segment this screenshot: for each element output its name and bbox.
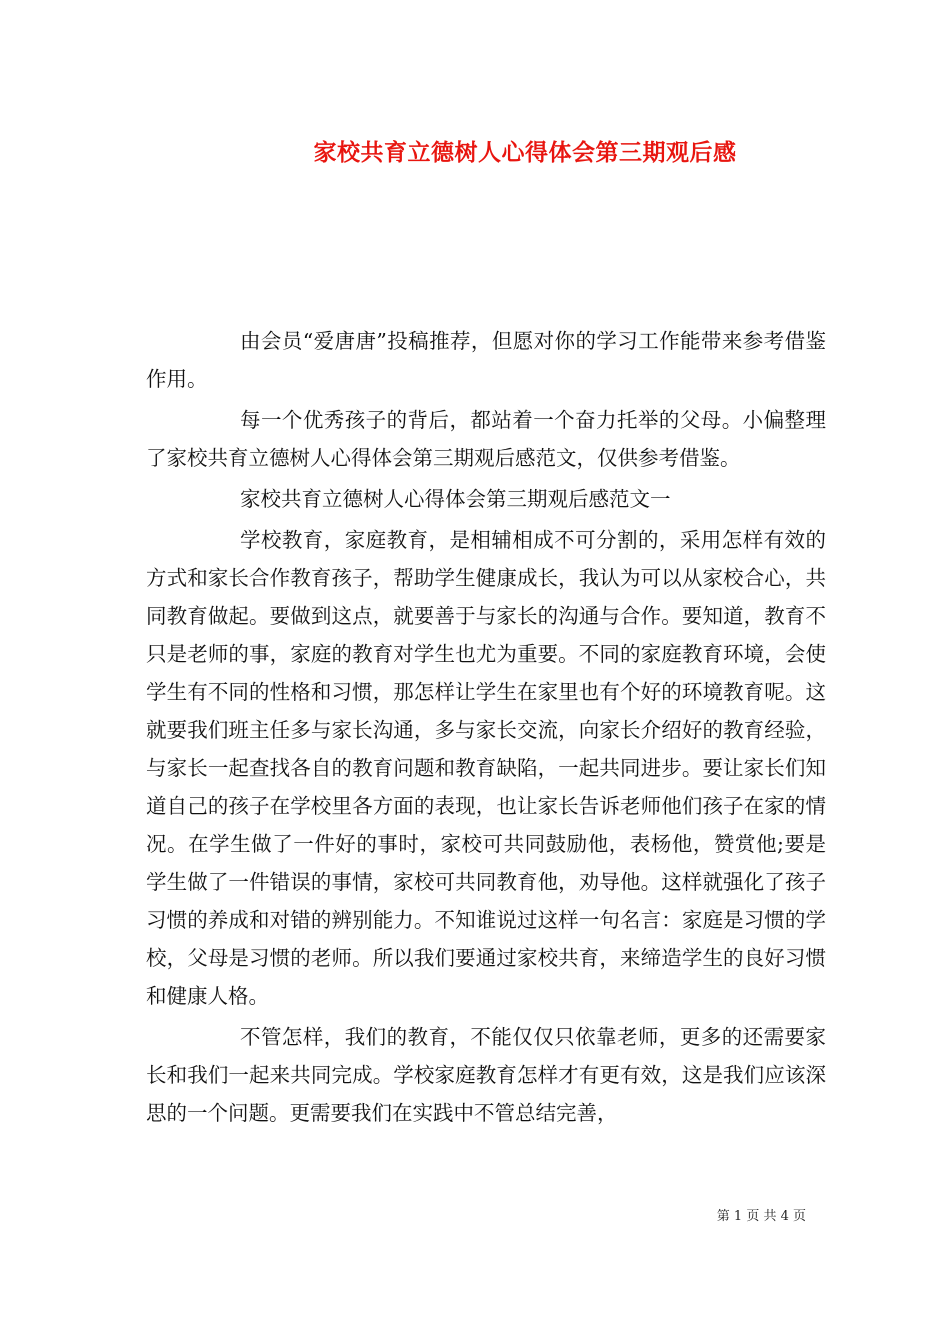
summary-paragraph: 每一个优秀孩子的背后，都站着一个奋力托举的父母。小偏整理了家校共育立德树人心得体会第三期观后感范文，仅供参考借鉴。 [146,408,826,470]
section-heading: 家校共育立德树人心得体会第三期观后感范文一 [240,487,671,511]
body-paragraph: 学校教育，家庭教育，是相辅相成不可分割的，采用怎样有效的方式和家长合作教育孩子，帮助学生健康成长，我认为可以从家校合心，共同教育做起。要做到这点，就要善于与家长的沟通与合作。要知道，教育不只是老师的事，家庭的教育对学生也尤为重要。不同的家庭教育环境，会使学生有不同的性格和习惯，那怎样让学生在家里也有个好的环境教育呢。这就要我们班主任多与家长沟通，多与家长交流，向家长介绍好的教育经验，与家长一起查找各自的教育问题和教育缺陷，一起共同进步。要让家长们知道自己的孩子在学校里各方面的表现，也让家长告诉老师他们孩子在家的情况。在学生做了一件好的事时，家校可共同鼓励他，表杨他，赞赏他;要是学生做了一件错误的事情，家校可共同教育他，劝导他。这样就强化了孩子习惯的养成和对错的辨别能力。不知谁说过这样一句名言：家庭是习惯的学校，父母是习惯的老师。所以我们要通过家校共育，来缔造学生的良好习惯和健康人格。 [146,528,826,1008]
body-paragraph: 不管怎样，我们的教育，不能仅仅只依靠老师，更多的还需要家长和我们一起来共同完成。学校家庭教育怎样才有更有效，这是我们应该深思的一个问题。更需要我们在实践中不管总结完善， [146,1025,826,1125]
document-title: 家校共育立德树人心得体会第三期观后感 [313,139,737,166]
page-number: 第 1 页 共 4 页 [716,1209,806,1224]
document-body [146,322,826,1135]
intro-paragraph: 由会员“爱唐唐”投稿推荐，但愿对你的学习工作能带来参考借鉴作用。 [146,329,826,391]
